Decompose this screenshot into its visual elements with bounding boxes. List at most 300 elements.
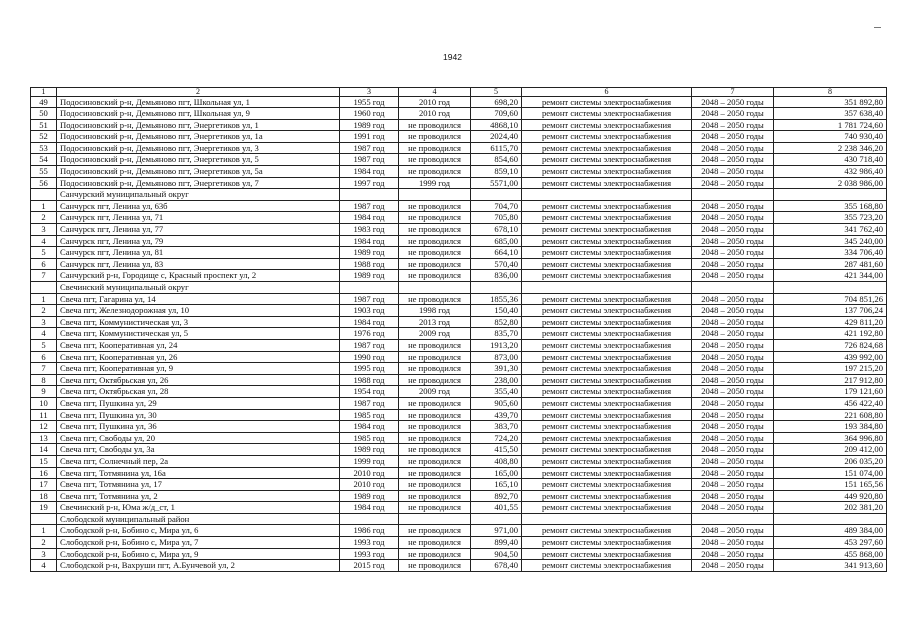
cost-cell: 2 038 986,00 — [774, 177, 887, 189]
area-cell: 835,70 — [471, 328, 522, 340]
row-number: 2 — [31, 537, 57, 549]
last-repair-cell: не проводился — [399, 467, 471, 479]
area-cell: 873,00 — [471, 351, 522, 363]
period-cell: 2048 – 2050 годы — [692, 560, 774, 572]
address-cell: Санчурск пгт, Ленина ул, 79 — [57, 235, 340, 247]
built-year-cell: 1997 год — [340, 177, 399, 189]
row-number: 54 — [31, 154, 57, 166]
last-repair-cell: не проводился — [399, 293, 471, 305]
work-type-cell: ремонт системы электроснабжения — [522, 293, 692, 305]
area-cell: 391,30 — [471, 363, 522, 375]
row-number: 7 — [31, 270, 57, 282]
table-row — [31, 467, 887, 479]
cost-cell: 209 412,00 — [774, 444, 887, 456]
area-cell: 905,60 — [471, 397, 522, 409]
period-cell: 2048 – 2050 годы — [692, 421, 774, 433]
area-cell: 899,40 — [471, 537, 522, 549]
row-number: 53 — [31, 142, 57, 154]
column-number: 7 — [692, 88, 774, 97]
table-row — [31, 108, 887, 120]
period-cell: 2048 – 2050 годы — [692, 444, 774, 456]
work-type-cell: ремонт системы электроснабжения — [522, 200, 692, 212]
work-type-cell: ремонт системы электроснабжения — [522, 490, 692, 502]
cost-cell: 453 297,60 — [774, 537, 887, 549]
address-cell: Подосиновский р-н, Демьяново пгт, Энергетиков ул, 3 — [57, 142, 340, 154]
work-type-cell: ремонт системы электроснабжения — [522, 444, 692, 456]
built-year-cell: 1987 год — [340, 154, 399, 166]
cost-cell: 489 384,00 — [774, 525, 887, 537]
row-number: 15 — [31, 455, 57, 467]
work-type-cell: ремонт системы электроснабжения — [522, 479, 692, 491]
last-repair-cell: 2009 год — [399, 328, 471, 340]
last-repair-cell: 1999 год — [399, 177, 471, 189]
group-row — [31, 513, 887, 525]
last-repair-cell: не проводился — [399, 432, 471, 444]
period-cell: 2048 – 2050 годы — [692, 374, 774, 386]
row-number: 3 — [31, 548, 57, 560]
area-cell: 709,60 — [471, 108, 522, 120]
area-cell: 685,00 — [471, 235, 522, 247]
last-repair-cell: 1998 год — [399, 305, 471, 317]
address-cell: Свеча пгт, Кооперативная ул, 26 — [57, 351, 340, 363]
address-cell: Свеча пгт, Солнечный пер, 2а — [57, 455, 340, 467]
scan-mark — [874, 27, 881, 28]
table-row — [31, 200, 887, 212]
table-row — [31, 142, 887, 154]
cost-cell: 2 238 346,20 — [774, 142, 887, 154]
area-cell: 150,40 — [471, 305, 522, 317]
area-cell: 971,00 — [471, 525, 522, 537]
address-cell: Свеча пгт, Кооперативная ул, 9 — [57, 363, 340, 375]
work-type-cell: ремонт системы электроснабжения — [522, 258, 692, 270]
work-type-cell: ремонт системы электроснабжения — [522, 525, 692, 537]
period-cell: 2048 – 2050 годы — [692, 386, 774, 398]
work-type-cell: ремонт системы электроснабжения — [522, 455, 692, 467]
address-cell: Санчурск пгт, Ленина ул, 63б — [57, 200, 340, 212]
table-row — [31, 374, 887, 386]
empty-cell — [522, 189, 692, 201]
last-repair-cell: 2009 год — [399, 386, 471, 398]
area-cell: 678,40 — [471, 560, 522, 572]
table-row — [31, 386, 887, 398]
row-number: 52 — [31, 131, 57, 143]
row-number: 56 — [31, 177, 57, 189]
period-cell: 2048 – 2050 годы — [692, 432, 774, 444]
built-year-cell: 1985 год — [340, 409, 399, 421]
last-repair-cell: не проводился — [399, 525, 471, 537]
row-number: 6 — [31, 258, 57, 270]
address-cell: Свеча пгт, Железнодорожная ул, 10 — [57, 305, 340, 317]
empty-cell — [471, 282, 522, 294]
period-cell: 2048 – 2050 годы — [692, 177, 774, 189]
last-repair-cell: не проводился — [399, 270, 471, 282]
built-year-cell: 1984 год — [340, 502, 399, 514]
area-cell: 6115,70 — [471, 142, 522, 154]
period-cell: 2048 – 2050 годы — [692, 96, 774, 108]
row-number: 1 — [31, 525, 57, 537]
cost-cell: 421 344,00 — [774, 270, 887, 282]
built-year-cell: 1984 год — [340, 235, 399, 247]
address-cell: Свеча пгт, Кооперативная ул, 24 — [57, 339, 340, 351]
built-year-cell: 1989 год — [340, 444, 399, 456]
built-year-cell: 1985 год — [340, 432, 399, 444]
area-cell: 705,80 — [471, 212, 522, 224]
period-cell: 2048 – 2050 годы — [692, 409, 774, 421]
period-cell: 2048 – 2050 годы — [692, 490, 774, 502]
period-cell: 2048 – 2050 годы — [692, 305, 774, 317]
period-cell: 2048 – 2050 годы — [692, 200, 774, 212]
period-cell: 2048 – 2050 годы — [692, 537, 774, 549]
last-repair-cell: не проводился — [399, 200, 471, 212]
row-number: 11 — [31, 409, 57, 421]
area-cell: 664,10 — [471, 247, 522, 259]
cost-cell: 355 168,80 — [774, 200, 887, 212]
period-cell: 2048 – 2050 годы — [692, 235, 774, 247]
table-row — [31, 421, 887, 433]
column-number-row — [31, 88, 887, 97]
built-year-cell: 1989 год — [340, 247, 399, 259]
group-label: Слободской муниципальный район — [57, 513, 340, 525]
last-repair-cell: не проводился — [399, 339, 471, 351]
area-cell: 678,10 — [471, 224, 522, 236]
last-repair-cell: не проводился — [399, 548, 471, 560]
table-row — [31, 409, 887, 421]
address-cell: Свеча пгт, Коммунистическая ул, 3 — [57, 316, 340, 328]
work-type-cell: ремонт системы электроснабжения — [522, 386, 692, 398]
last-repair-cell: не проводился — [399, 363, 471, 375]
last-repair-cell: не проводился — [399, 224, 471, 236]
column-number: 8 — [774, 88, 887, 97]
row-number: 5 — [31, 247, 57, 259]
area-cell: 165,10 — [471, 479, 522, 491]
last-repair-cell: не проводился — [399, 502, 471, 514]
cost-cell: 355 723,20 — [774, 212, 887, 224]
last-repair-cell: не проводился — [399, 409, 471, 421]
period-cell: 2048 – 2050 годы — [692, 142, 774, 154]
address-cell: Подосиновский р-н, Демьяново пгт, Энергетиков ул, 5 — [57, 154, 340, 166]
address-cell: Слободской р-н, Бобино с, Мира ул, 9 — [57, 548, 340, 560]
address-cell: Слободской р-н, Вахруши пгт, А.Бунчевой ул, 2 — [57, 560, 340, 572]
work-type-cell: ремонт системы электроснабжения — [522, 363, 692, 375]
empty-cell — [340, 513, 399, 525]
group-row — [31, 189, 887, 201]
address-cell: Санчурск пгт, Ленина ул, 71 — [57, 212, 340, 224]
empty-cell — [692, 282, 774, 294]
built-year-cell: 1999 год — [340, 455, 399, 467]
work-type-cell: ремонт системы электроснабжения — [522, 328, 692, 340]
last-repair-cell: не проводился — [399, 258, 471, 270]
last-repair-cell: не проводился — [399, 154, 471, 166]
work-type-cell: ремонт системы электроснабжения — [522, 108, 692, 120]
work-type-cell: ремонт системы электроснабжения — [522, 119, 692, 131]
column-number: 2 — [57, 88, 340, 97]
period-cell: 2048 – 2050 годы — [692, 212, 774, 224]
work-type-cell: ремонт системы электроснабжения — [522, 166, 692, 178]
work-type-cell: ремонт системы электроснабжения — [522, 96, 692, 108]
empty-cell — [340, 189, 399, 201]
table-row — [31, 293, 887, 305]
area-cell: 724,20 — [471, 432, 522, 444]
built-year-cell: 1987 год — [340, 339, 399, 351]
table-row — [31, 363, 887, 375]
period-cell: 2048 – 2050 годы — [692, 397, 774, 409]
table-row — [31, 247, 887, 259]
column-number: 6 — [522, 88, 692, 97]
work-type-cell: ремонт системы электроснабжения — [522, 305, 692, 317]
address-cell: Свеча пгт, Коммунистическая ул, 5 — [57, 328, 340, 340]
row-number: 14 — [31, 444, 57, 456]
cost-cell: 726 824,68 — [774, 339, 887, 351]
work-type-cell: ремонт системы электроснабжения — [522, 374, 692, 386]
work-type-cell: ремонт системы электроснабжения — [522, 247, 692, 259]
cost-cell: 430 718,40 — [774, 154, 887, 166]
period-cell: 2048 – 2050 годы — [692, 502, 774, 514]
row-number: 18 — [31, 490, 57, 502]
address-cell: Подосиновский р-н, Демьяново пгт, Школьная ул, 1 — [57, 96, 340, 108]
empty-cell — [774, 282, 887, 294]
built-year-cell: 2010 год — [340, 467, 399, 479]
built-year-cell: 1987 год — [340, 397, 399, 409]
work-type-cell: ремонт системы электроснабжения — [522, 316, 692, 328]
cost-cell: 345 240,00 — [774, 235, 887, 247]
work-type-cell: ремонт системы электроснабжения — [522, 177, 692, 189]
page-number: 1942 — [443, 52, 462, 62]
cost-cell: 439 992,00 — [774, 351, 887, 363]
last-repair-cell: 2010 год — [399, 108, 471, 120]
column-number: 1 — [31, 88, 57, 97]
area-cell: 165,00 — [471, 467, 522, 479]
column-number: 4 — [399, 88, 471, 97]
work-type-cell: ремонт системы электроснабжения — [522, 212, 692, 224]
period-cell: 2048 – 2050 годы — [692, 316, 774, 328]
table-row — [31, 548, 887, 560]
period-cell: 2048 – 2050 годы — [692, 293, 774, 305]
last-repair-cell: не проводился — [399, 444, 471, 456]
period-cell: 2048 – 2050 годы — [692, 339, 774, 351]
built-year-cell: 1988 год — [340, 374, 399, 386]
address-cell: Слободской р-н, Бобино с, Мира ул, 7 — [57, 537, 340, 549]
work-type-cell: ремонт системы электроснабжения — [522, 397, 692, 409]
table-row — [31, 397, 887, 409]
register-table — [30, 87, 887, 572]
period-cell: 2048 – 2050 годы — [692, 154, 774, 166]
last-repair-cell: не проводился — [399, 142, 471, 154]
row-number: 2 — [31, 305, 57, 317]
area-cell: 238,00 — [471, 374, 522, 386]
period-cell: 2048 – 2050 годы — [692, 328, 774, 340]
built-year-cell: 1983 год — [340, 224, 399, 236]
table-row — [31, 258, 887, 270]
row-number: 49 — [31, 96, 57, 108]
empty-cell — [522, 282, 692, 294]
period-cell: 2048 – 2050 годы — [692, 119, 774, 131]
row-number: 9 — [31, 386, 57, 398]
row-number: 50 — [31, 108, 57, 120]
last-repair-cell: не проводился — [399, 479, 471, 491]
table-row — [31, 351, 887, 363]
address-cell: Свеча пгт, Пушкина ул, 29 — [57, 397, 340, 409]
cost-cell: 351 892,80 — [774, 96, 887, 108]
table-row — [31, 525, 887, 537]
row-number: 4 — [31, 235, 57, 247]
area-cell: 4868,10 — [471, 119, 522, 131]
built-year-cell: 1993 год — [340, 548, 399, 560]
area-cell: 5571,00 — [471, 177, 522, 189]
last-repair-cell: не проводился — [399, 490, 471, 502]
cost-cell: 202 381,20 — [774, 502, 887, 514]
address-cell: Свеча пгт, Тотмянина ул, 17 — [57, 479, 340, 491]
cost-cell: 197 215,20 — [774, 363, 887, 375]
row-number: 17 — [31, 479, 57, 491]
address-cell: Свеча пгт, Пушкина ул, 30 — [57, 409, 340, 421]
address-cell: Свеча пгт, Октябрьская ул, 28 — [57, 386, 340, 398]
row-number: 19 — [31, 502, 57, 514]
area-cell: 439,70 — [471, 409, 522, 421]
built-year-cell: 1995 год — [340, 363, 399, 375]
cost-cell: 151 165,56 — [774, 479, 887, 491]
group-row — [31, 282, 887, 294]
cost-cell: 206 035,20 — [774, 455, 887, 467]
work-type-cell: ремонт системы электроснабжения — [522, 339, 692, 351]
built-year-cell: 1954 год — [340, 386, 399, 398]
address-cell: Свеча пгт, Тотмянина ул, 2 — [57, 490, 340, 502]
built-year-cell: 1984 год — [340, 166, 399, 178]
table-row — [31, 316, 887, 328]
period-cell: 2048 – 2050 годы — [692, 467, 774, 479]
row-number: 12 — [31, 421, 57, 433]
work-type-cell: ремонт системы электроснабжения — [522, 131, 692, 143]
area-cell: 408,80 — [471, 455, 522, 467]
built-year-cell: 1987 год — [340, 293, 399, 305]
cost-cell: 341 762,40 — [774, 224, 887, 236]
address-cell: Подосиновский р-н, Демьяново пгт, Энергетиков ул, 1а — [57, 131, 340, 143]
last-repair-cell: не проводился — [399, 351, 471, 363]
work-type-cell: ремонт системы электроснабжения — [522, 142, 692, 154]
address-cell: Подосиновский р-н, Демьяново пгт, Школьная ул, 9 — [57, 108, 340, 120]
built-year-cell: 1955 год — [340, 96, 399, 108]
address-cell: Свечинский р-н, Юма ж/д_ст, 1 — [57, 502, 340, 514]
row-number: 5 — [31, 339, 57, 351]
area-cell: 892,70 — [471, 490, 522, 502]
row-number: 51 — [31, 119, 57, 131]
group-number-cell — [31, 282, 57, 294]
area-cell: 859,10 — [471, 166, 522, 178]
last-repair-cell: не проводился — [399, 131, 471, 143]
area-cell: 904,50 — [471, 548, 522, 560]
cost-cell: 364 996,80 — [774, 432, 887, 444]
row-number: 8 — [31, 374, 57, 386]
period-cell: 2048 – 2050 годы — [692, 455, 774, 467]
work-type-cell: ремонт системы электроснабжения — [522, 467, 692, 479]
area-cell: 852,80 — [471, 316, 522, 328]
cost-cell: 221 608,80 — [774, 409, 887, 421]
cost-cell: 287 481,60 — [774, 258, 887, 270]
area-cell: 383,70 — [471, 421, 522, 433]
row-number: 16 — [31, 467, 57, 479]
built-year-cell: 1976 год — [340, 328, 399, 340]
row-number: 1 — [31, 200, 57, 212]
address-cell: Свеча пгт, Октябрьская ул, 26 — [57, 374, 340, 386]
empty-cell — [399, 189, 471, 201]
table-row — [31, 502, 887, 514]
empty-cell — [692, 189, 774, 201]
last-repair-cell: не проводился — [399, 421, 471, 433]
empty-cell — [471, 513, 522, 525]
address-cell: Санчурск пгт, Ленина ул, 77 — [57, 224, 340, 236]
address-cell: Свеча пгт, Тотмянина ул, 16а — [57, 467, 340, 479]
column-number: 3 — [340, 88, 399, 97]
cost-cell: 421 192,80 — [774, 328, 887, 340]
last-repair-cell: 2013 год — [399, 316, 471, 328]
last-repair-cell: не проводился — [399, 397, 471, 409]
cost-cell: 1 781 724,60 — [774, 119, 887, 131]
table-row — [31, 444, 887, 456]
built-year-cell: 1987 год — [340, 200, 399, 212]
period-cell: 2048 – 2050 годы — [692, 131, 774, 143]
table-row — [31, 224, 887, 236]
address-cell: Подосиновский р-н, Демьяново пгт, Энергетиков ул, 5а — [57, 166, 340, 178]
area-cell: 415,50 — [471, 444, 522, 456]
period-cell: 2048 – 2050 годы — [692, 479, 774, 491]
table-row — [31, 328, 887, 340]
table-row — [31, 490, 887, 502]
address-cell: Свеча пгт, Свободы ул, 20 — [57, 432, 340, 444]
period-cell: 2048 – 2050 годы — [692, 525, 774, 537]
area-cell: 704,70 — [471, 200, 522, 212]
period-cell: 2048 – 2050 годы — [692, 258, 774, 270]
row-number: 3 — [31, 224, 57, 236]
table-row — [31, 432, 887, 444]
row-number: 55 — [31, 166, 57, 178]
period-cell: 2048 – 2050 годы — [692, 166, 774, 178]
work-type-cell: ремонт системы электроснабжения — [522, 537, 692, 549]
cost-cell: 334 706,40 — [774, 247, 887, 259]
table-row — [31, 131, 887, 143]
empty-cell — [774, 513, 887, 525]
group-number-cell — [31, 189, 57, 201]
table-row — [31, 212, 887, 224]
empty-cell — [522, 513, 692, 525]
built-year-cell: 1987 год — [340, 142, 399, 154]
cost-cell: 217 912,80 — [774, 374, 887, 386]
column-number: 5 — [471, 88, 522, 97]
period-cell: 2048 – 2050 годы — [692, 270, 774, 282]
work-type-cell: ремонт системы электроснабжения — [522, 235, 692, 247]
table-row — [31, 119, 887, 131]
built-year-cell: 1990 год — [340, 351, 399, 363]
table-row — [31, 537, 887, 549]
work-type-cell: ремонт системы электроснабжения — [522, 502, 692, 514]
cost-cell: 151 074,00 — [774, 467, 887, 479]
row-number: 7 — [31, 363, 57, 375]
last-repair-cell: не проводился — [399, 247, 471, 259]
table-row — [31, 270, 887, 282]
row-number: 13 — [31, 432, 57, 444]
cost-cell: 456 422,40 — [774, 397, 887, 409]
work-type-cell: ремонт системы электроснабжения — [522, 351, 692, 363]
work-type-cell: ремонт системы электроснабжения — [522, 409, 692, 421]
cost-cell: 429 811,20 — [774, 316, 887, 328]
row-number: 10 — [31, 397, 57, 409]
row-number: 6 — [31, 351, 57, 363]
last-repair-cell: не проводился — [399, 560, 471, 572]
table-row — [31, 479, 887, 491]
last-repair-cell: не проводился — [399, 537, 471, 549]
work-type-cell: ремонт системы электроснабжения — [522, 224, 692, 236]
cost-cell: 193 384,80 — [774, 421, 887, 433]
built-year-cell: 1993 год — [340, 537, 399, 549]
address-cell: Свеча пгт, Гагарина ул, 14 — [57, 293, 340, 305]
